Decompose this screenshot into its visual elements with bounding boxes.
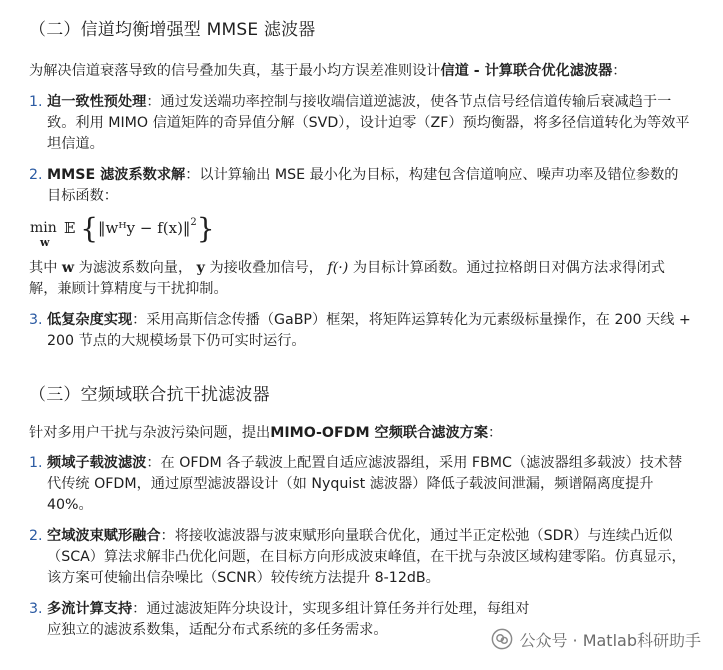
list-item — [29, 92, 691, 155]
section-heading-mmse: （二）信道均衡增强型 MMSE 滤波器 — [29, 20, 316, 40]
explanation-text: 为滤波系数向量， — [78, 260, 193, 276]
list-item-title: 低复杂度实现 — [47, 312, 133, 328]
list-number: 2. — [29, 528, 43, 544]
list-item-title: 迫一致性预处理 — [47, 94, 147, 110]
formula-expectation: 𝔼 — [64, 219, 76, 237]
explanation-text: 其中 — [29, 260, 58, 276]
section2-intro — [29, 61, 699, 82]
explanation-text: 为目标计算函数。通过拉格朗日对偶方法求得闭式解，兼顾计算精度与干扰抑制。 — [29, 260, 665, 297]
section2-list-a — [29, 92, 691, 207]
section2-intro-prefix: 为解决信道衰落导致的信号叠加失真，基于最小均方误差准则设计 — [29, 63, 441, 79]
math-f: f(·) — [327, 260, 349, 276]
list-item — [29, 165, 691, 207]
list-item-text: ：以计算输出 MSE 最小化为目标，构建包含信道响应、噪声功率及错位参数的目标函数： — [47, 167, 679, 204]
list-item — [29, 310, 691, 352]
list-item-title: 频域子载波滤波 — [47, 455, 147, 471]
section3-intro-bold: MIMO-OFDM 空频联合滤波方案 — [270, 425, 489, 441]
section-heading-space-frequency: （三）空频域联合抗干扰滤波器 — [29, 385, 270, 405]
formula-power: 2 — [190, 217, 197, 228]
section2-list-b — [29, 310, 691, 352]
formula-right-brace: } — [196, 212, 215, 245]
math-y: y — [196, 260, 205, 276]
list-item-title: 多流计算支持 — [47, 601, 133, 617]
list-item-title: MMSE 滤波系数求解 — [47, 167, 186, 183]
list-item-title: 空域波束赋形融合 — [47, 528, 161, 544]
formula-min-subscript: w — [40, 236, 50, 249]
list-item-text: ：在 OFDM 各子载波上配置自适应滤波器组，采用 FBMC（滤波器组多载波）技术替代传统 OFDM，通过原型滤波器设计（如 Nyquist 滤波器）降低子载波间泄漏，频谱隔离度提升 40%。 — [47, 455, 683, 513]
list-number: 2. — [29, 167, 43, 183]
watermark — [491, 624, 701, 654]
list-number: 1. — [29, 94, 43, 110]
list-item-text: ：采用高斯信念传播（GaBP）框架，将矩阵运算转化为元素级标量操作，在 200 天线 + 200 节点的大规模场景下仍可实时运行。 — [47, 312, 691, 349]
formula-min: min — [30, 220, 57, 236]
wechat-official-account-icon — [491, 628, 513, 650]
section3-intro — [29, 423, 699, 444]
formula-body: ‖wᴴy − f(x)‖ — [98, 219, 191, 237]
list-item-text: ：通过滤波矩阵分块设计，实现多组计算任务并行处理，每组对应独立的滤波系数集，适配分布式系统的多任务需求。 — [47, 601, 530, 638]
list-item — [29, 526, 691, 589]
list-item-text: ：将接收滤波器与波束赋形向量联合优化，通过半正定松弛（SDR）与连续凸近似（SCA）算法求解非凸优化问题，在目标方向形成波束峰值，在干扰与杂波区域构建零陷。仿真显示，该方案可使输出信杂噪比（SCNR）较传统方法提升 8-12dB。 — [47, 528, 686, 586]
explanation-text: 为接收叠加信号， — [209, 260, 323, 276]
watermark-text: 公众号 · Matlab科研助手 — [519, 630, 701, 650]
section2-intro-bold: 信道 - 计算联合优化滤波器 — [440, 63, 613, 79]
section2-intro-suffix: ： — [612, 63, 627, 79]
list-item-text: ：通过发送端功率控制与接收端信道逆滤波，使各节点信号经信道传输后衰减趋于一致。利用 MIMO 信道矩阵的奇异值分解（SVD），设计迫零（ZF）预均衡器，将多径信道转化为等效平坦信道。 — [47, 94, 690, 152]
list-number: 3. — [29, 312, 43, 328]
formula-expression — [64, 212, 215, 245]
section3-intro-prefix: 针对多用户干扰与杂波污染问题，提出 — [29, 425, 271, 441]
section3-list — [29, 453, 691, 641]
list-number: 3. — [29, 601, 43, 617]
formula-explanation — [29, 258, 693, 300]
formula-left-brace: { — [80, 212, 99, 245]
list-item — [29, 453, 691, 516]
math-w: w — [61, 260, 75, 276]
section3-intro-suffix: ： — [488, 425, 503, 441]
list-number: 1. — [29, 455, 43, 471]
